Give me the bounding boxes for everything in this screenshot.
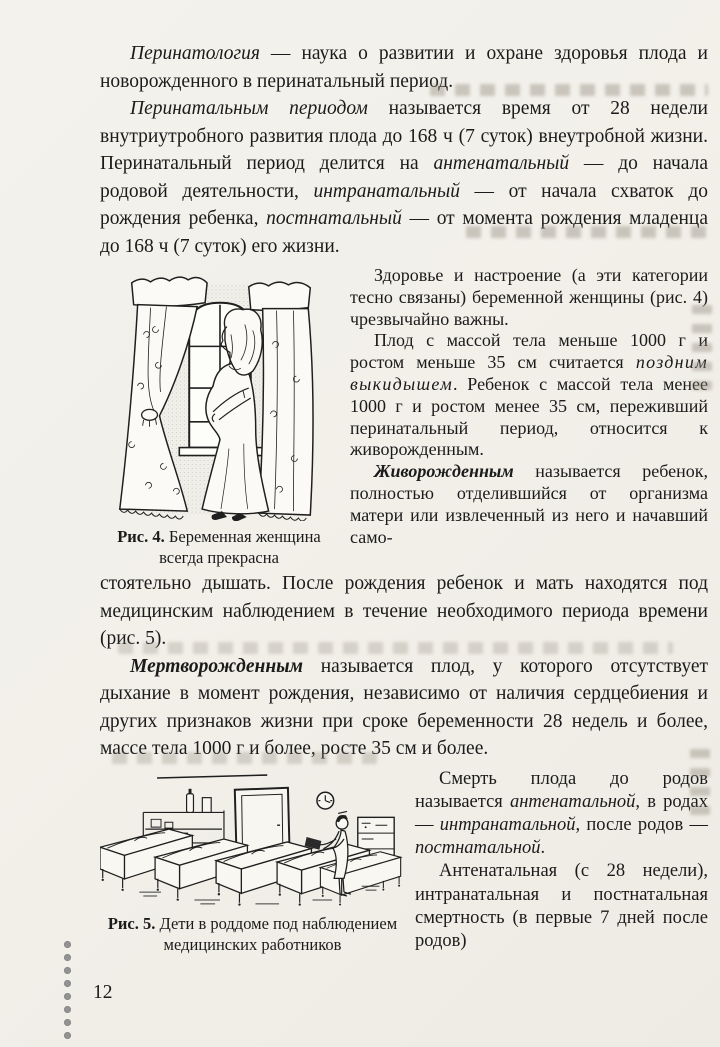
text-run: называется время от 28 недели внутриутробного развития плода до 168 ч (7 суток) внеутробной жизни. Перинатальный период делится на <box>100 98 708 174</box>
binding-dots-column <box>64 941 71 1039</box>
figure-5-caption-text: Дети в роддоме под наблюдением медицинских работников <box>155 913 398 954</box>
text-run: , в родах — <box>415 791 708 835</box>
text-run: , после родов — <box>575 814 709 835</box>
binding-dot <box>64 1019 71 1026</box>
figure-4-label: Рис. 4. <box>117 527 165 546</box>
figure5-section <box>100 768 708 955</box>
text-run: Здоровье и настроение (а эти категории тесно связаны) беременной женщины (рис. 4) чрезвычайно важны. <box>350 265 708 329</box>
text-run: называется плод, у которого отсутствует дыхание в момент рождения, независимо от наличия сердцебиения и других признаков жизни при сроке беременности 28 недель и более, массе тела 1000 г и более, росте 35 см и более. <box>100 655 708 759</box>
paragraph-health-mood <box>350 265 708 330</box>
text-run: . <box>540 838 546 859</box>
paragraph-perinatology-definition <box>100 40 708 95</box>
page-number: 12 <box>93 982 113 1003</box>
binding-dot <box>64 1006 71 1013</box>
figure-4-illustration-pregnant-woman-window <box>103 265 335 521</box>
figure5-side-column <box>415 768 708 954</box>
text-run: — до начала родовой деятельности, <box>100 153 708 202</box>
term-perinatal-period: Перинатальным периодом <box>130 98 368 119</box>
binding-dot <box>64 941 71 948</box>
term-stillborn: Мертворожденным <box>130 655 304 677</box>
figure-4 <box>100 265 338 568</box>
term-antenatal: антенатальный <box>433 153 570 174</box>
figure-4-caption <box>100 526 338 568</box>
figure-5 <box>100 768 405 955</box>
binding-dot <box>64 993 71 1000</box>
text-run: — от начала схваток до рождения ребенка, <box>100 180 708 229</box>
text-run: Смерть плода до родов называется <box>415 768 708 812</box>
term-intranatal-death: интранатальной <box>439 814 576 835</box>
binding-dot <box>64 967 71 974</box>
figure-5-caption <box>100 913 405 955</box>
term-postnatal-death: постнатальной <box>415 838 541 859</box>
paragraph-live-born-continuation <box>100 570 708 653</box>
term-perinatologia: Перинатология <box>130 43 260 64</box>
text-run: — от момента рождения младенца до 168 ч (7 суток) его жизни. <box>100 208 708 257</box>
term-postnatal: постнатальный <box>266 208 402 229</box>
paragraph-mortality <box>415 860 708 953</box>
text-run: называется ребенок, полностью отделившийся от организма матери или извлеченный из него и начавший само- <box>350 461 708 547</box>
text-run: Плод с массой тела меньше 1000 г и ростом меньше 35 см считается <box>350 330 708 373</box>
term-late-miscarriage: поздним выкидышем <box>350 352 708 394</box>
paragraph-live-born <box>350 461 708 548</box>
paragraph-perinatal-period <box>100 95 708 260</box>
paragraph-stillborn <box>100 653 708 763</box>
binding-dot <box>64 980 71 987</box>
paragraph-late-miscarriage <box>350 330 708 461</box>
paragraph-fetal-death-terms <box>415 768 708 861</box>
figure-5-label: Рис. 5. <box>107 913 156 933</box>
binding-dot <box>64 1032 71 1039</box>
text-run: — наука о развитии и охране здоровья плода и новорожденного в перинатальный период. <box>100 43 708 92</box>
text-run: Антенатальная (с 28 недели), интранатальная и постнатальная смертность (в первые 7 дней после родов) <box>415 861 708 951</box>
term-live-born: Живорожденным <box>374 461 514 482</box>
figure4-section <box>100 265 708 568</box>
text-run: стоятельно дышать. После рождения ребенок и мать находятся под медицинским наблюдением в течение необходимого периода времени (рис. 5). <box>100 573 708 649</box>
text-run: . Ребенок с массой тела менее 1000 г и ростом менее 35 см, переживший перинатальный период, относится к живорожденным. <box>350 373 708 460</box>
figure4-side-column <box>350 265 708 548</box>
binding-dot <box>64 954 71 961</box>
term-antenatal-death: антенатальной <box>509 791 636 812</box>
figure-5-illustration-maternity-ward <box>100 768 405 908</box>
term-intranatal: интранатальный <box>313 180 460 202</box>
figure-4-caption-text: Беременная женщина всегда прекрасна <box>159 527 321 567</box>
